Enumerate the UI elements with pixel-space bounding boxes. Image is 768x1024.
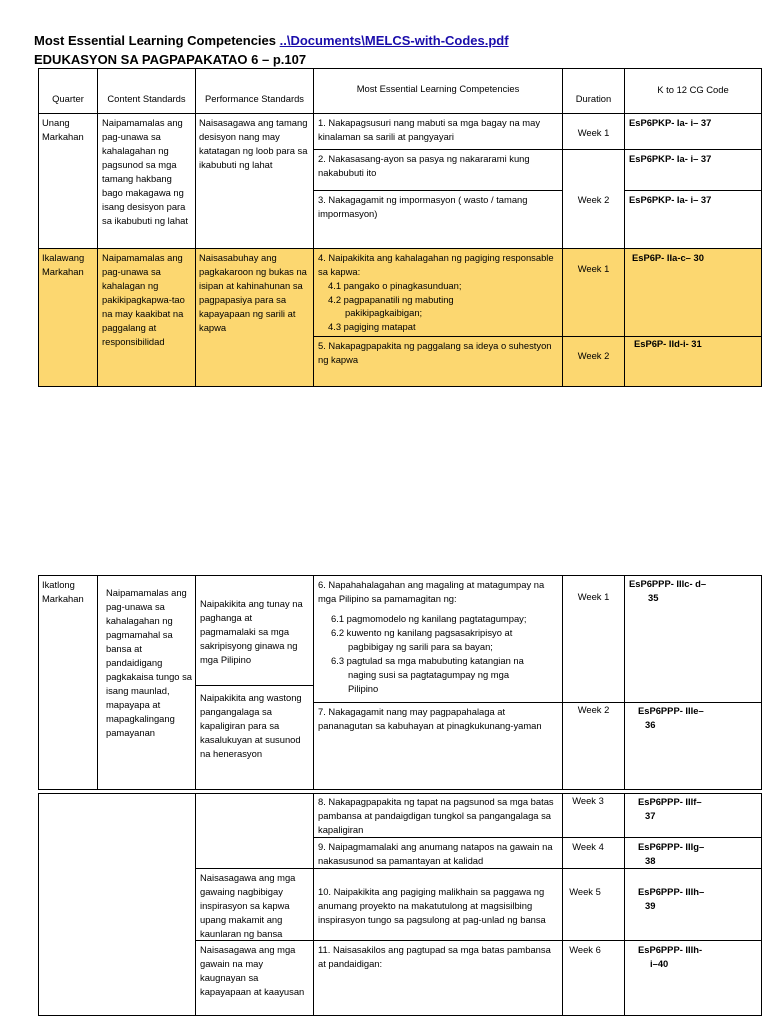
q1-quarter: Unang Markahan <box>42 117 84 142</box>
q3-performance-standard-1: Naipakikita ang tunay na paghanga at pagmamalaki sa mga sakripisyong ginawa ng mga Pilipino <box>200 598 303 665</box>
q2-quarter: Ikalawang Markahan <box>42 252 85 277</box>
q3-code-6: EsP6PPP- IIIh- <box>638 944 703 955</box>
melc-11: 11. Naisasakilos ang pagtupad sa mga batas pambansa at pandaidigan: <box>318 944 551 969</box>
title-text: Most Essential Learning Competencies <box>34 33 277 48</box>
melc-1: 1. Nakapagsusuri nang mabuti sa mga bagay na may kinalaman sa sarili at pangyayari <box>318 117 541 142</box>
col-header-code: K to 12 CG Code <box>657 84 729 95</box>
q1-week1: Week 1 <box>577 127 610 138</box>
melc-3: 3. Nakagagamit ng impormasyon ( wasto / tamang impormasyon) <box>318 194 528 219</box>
melc-4-2-cont: pakikipagkaibigan; <box>345 307 423 318</box>
melc-6: 6. Napahahalagahan ang magaling at matagumpay na mga Pilipino sa pamamagitan ng: <box>318 579 545 604</box>
q2-week1: Week 1 <box>577 263 610 274</box>
melc-8: 8. Nakapagpapakita ng tapat na pagsunod sa mga batas pambansa at pandaigdigan tungkol sa pangangalaga sa kapaligiran <box>318 796 554 835</box>
melc-6-1: 6.1 pagmomodelo ng kanilang pagtatagumpay; <box>331 613 527 624</box>
q1-performance-standard: Naisasagawa ang tamang desisyon nang may katatagan ng loob para sa ikabubuti ng lahat <box>199 117 308 170</box>
q3-code-3-num: 37 <box>645 810 656 821</box>
melc-6-3-cont2: Pilipino <box>348 683 379 694</box>
melc-4-3: 4.3 pagiging matapat <box>328 321 416 332</box>
q1-week2: Week 2 <box>577 194 610 205</box>
subject-subtitle: EDUKASYON SA PAGPAPAKATAO 6 – p.107 <box>34 52 307 67</box>
melc-6-2-cont: pagbibigay ng sarili para sa bayan; <box>348 641 493 652</box>
q3-code-3: EsP6PPP- IIIf– <box>638 796 702 807</box>
q2-week2: Week 2 <box>577 350 610 361</box>
q3-quarter: Ikatlong Markahan <box>42 579 84 604</box>
melc-4-2: 4.2 pagpapanatili ng mabuting <box>328 294 454 305</box>
q2-code-1: EsP6P- IIa-c– 30 <box>632 252 704 263</box>
melc-6-2: 6.2 kuwento ng kanilang pagsasakripisyo at <box>331 627 513 638</box>
melc-6-3-cont: naging susi sa pagtatagumpay ng mga <box>348 669 510 680</box>
col-header-content: Content Standards <box>107 93 186 104</box>
q3-code-1: EsP6PPP- IIIc- d– <box>629 578 707 589</box>
q3-performance-standard-2: Naipakikita ang wastong pangangalaga sa kapaligiran para sa kasalukuyan at susunod na henerasyon <box>200 692 302 759</box>
q3-code-5-num: 39 <box>645 900 656 911</box>
q3-performance-standard-3: Naisasagawa ang mga gawaing nagbibigay inspirasyon sa kapwa upang makamit ang kaunlaran ng bansa <box>200 872 296 939</box>
q1-code-2: EsP6PKP- Ia- i– 37 <box>629 153 712 164</box>
q3-week3: Week 3 <box>572 795 604 806</box>
q3-performance-standard-4: Naisasagawa ang mga gawain na may kaugnayan sa kapayapaan at kaayusan <box>200 944 305 997</box>
col-header-melc: Most Essential Learning Competencies <box>356 83 520 94</box>
melc-9: 9. Naipagmamalaki ang anumang natapos na gawain na nakasusunod sa pamantayan at kalidad <box>318 841 553 866</box>
q3-week4: Week 4 <box>572 841 604 852</box>
q1-content-standard: Naipamamalas ang pag-unawa sa kahalagahan ng pagsunod sa mga tamang hakbang bago makagawa ng isang desisyon para sa ikabubuti ng lahat <box>102 117 189 226</box>
q3-code-4: EsP6PPP- IIIg– <box>638 841 705 852</box>
q3-code-6-num: i–40 <box>650 958 669 969</box>
q3-code-2-num: 36 <box>645 719 656 730</box>
melc-6-3: 6.3 pagtulad sa mga mabubuting katangian na <box>331 655 524 666</box>
q3-week2: Week 2 <box>577 704 610 715</box>
q3-code-5: EsP6PPP- IIIh– <box>638 886 705 897</box>
q2-performance-standard: Naisasabuhay ang pagkakaroon ng bukas na isipan at kahinahunan sa pagpapasiya para sa kapayapaan ng sarili at kapwa <box>199 252 307 333</box>
col-header-performance: Performance Standards <box>204 93 304 104</box>
melc-2: 2. Nakasasang-ayon sa pasya ng nakararami kung nakabubuti ito <box>318 153 530 178</box>
q3-code-2: EsP6PPP- IIIe– <box>638 705 704 716</box>
melc-10: 10. Naipakikita ang pagiging malikhain sa paggawa ng anumang proyekto na makatutulong at magsisilbing inspirasyon tungo sa pagsulong at pag-unlad ng bansa <box>318 886 546 925</box>
melc-4: 4. Naipakikita ang kahalagahan ng pagiging responsable sa kapwa: <box>318 252 554 277</box>
q2-content-standard: Naipamamalas ang pag-unawa sa kahalagan ng pakikipagkapwa-tao na may kaakibat na paggalang at responsibilidad <box>102 252 185 347</box>
col-header-duration: Duration <box>575 93 612 104</box>
q2-code-2: EsP6P- IId-i- 31 <box>634 338 702 349</box>
melc-7: 7. Nakagagamit nang may pagpapahalaga at pananagutan sa kabuhayan at pinagkukunang-yaman <box>318 706 542 731</box>
q3-code-4-num: 38 <box>645 855 656 866</box>
q1-code-1: EsP6PKP- Ia- i– 37 <box>629 117 712 128</box>
col-header-quarter: Quarter <box>52 93 84 104</box>
melc-4-1: 4.1 pangako o pinagkasunduan; <box>328 280 462 291</box>
document-title <box>34 33 509 48</box>
q3-week1: Week 1 <box>577 591 610 602</box>
melc-5: 5. Nakapagpapakita ng paggalang sa ideya o suhestyon ng kapwa <box>318 340 552 365</box>
q1-code-3: EsP6PKP- Ia- i– 37 <box>629 194 712 205</box>
melcs-pdf-link[interactable]: ..\Documents\MELCS-with-Codes.pdf <box>279 33 509 48</box>
q3-week6: Week 6 <box>569 944 601 955</box>
q3-code-1-num: 35 <box>648 592 659 603</box>
q3-content-standard: Naipamamalas ang pag-unawa sa kahalagahan ng pagmamahal sa bansa at pandaidigang pagkakaisa tungo sa isang maunlad, mapayapa at mapagkalingang pamayanan <box>106 587 193 738</box>
q3-week5: Week 5 <box>569 886 601 897</box>
